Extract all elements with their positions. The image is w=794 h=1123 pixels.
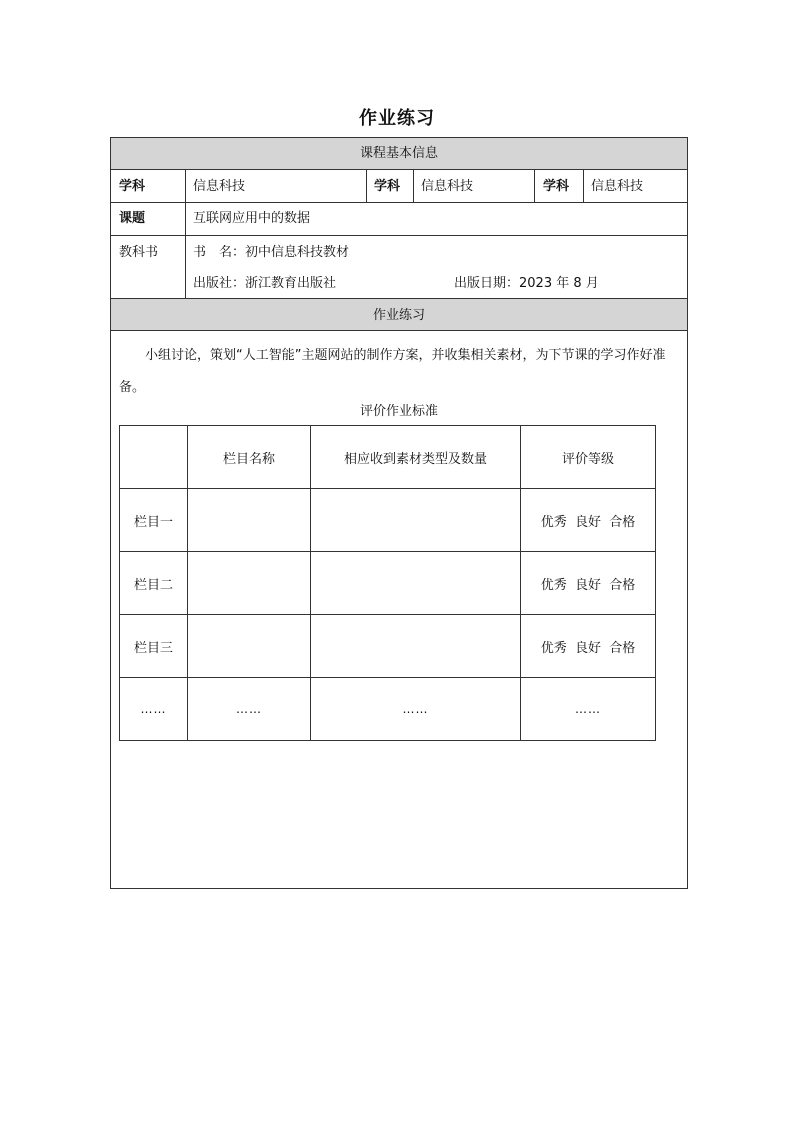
topic-label: 课题 bbox=[119, 211, 146, 226]
publish-date: 出版日期：2023 年 8 月 bbox=[454, 276, 599, 291]
grade-options: 优秀 良好 合格 bbox=[521, 552, 656, 615]
subject-value: 信息科技 bbox=[421, 179, 474, 194]
basic-info-header: 课程基本信息 bbox=[111, 138, 687, 170]
criteria-table bbox=[119, 425, 656, 741]
exercise-text: 小组讨论，策划“人工智能”主题网站的制作方案，并收集相关素材，为下节课的学习作好准备。 bbox=[119, 348, 666, 395]
book-name: 书 名：初中信息科技教材 bbox=[193, 245, 350, 260]
ellipsis-cell: …… bbox=[521, 678, 656, 741]
table-row bbox=[120, 678, 656, 741]
subject-label: 学科 bbox=[543, 179, 570, 194]
row-divider bbox=[111, 235, 687, 236]
table-cell bbox=[188, 489, 311, 552]
header-cell bbox=[120, 426, 188, 489]
column-divider bbox=[534, 170, 535, 202]
exercise-header: 作业练习 bbox=[111, 298, 687, 331]
column-divider bbox=[583, 170, 584, 202]
table-row bbox=[120, 489, 656, 552]
column-divider bbox=[366, 170, 367, 202]
column-divider bbox=[413, 170, 414, 202]
subject-value: 信息科技 bbox=[193, 179, 246, 194]
ellipsis-cell: …… bbox=[188, 678, 311, 741]
table-cell bbox=[188, 552, 311, 615]
header-cell: 栏目名称 bbox=[188, 426, 311, 489]
row-label: 栏目二 bbox=[120, 552, 188, 615]
subject-value: 信息科技 bbox=[591, 179, 644, 194]
table-cell bbox=[311, 615, 521, 678]
header-cell: 评价等级 bbox=[521, 426, 656, 489]
grade-options: 优秀 良好 合格 bbox=[521, 615, 656, 678]
row-divider bbox=[111, 202, 687, 203]
ellipsis-cell: …… bbox=[311, 678, 521, 741]
info-form bbox=[110, 137, 688, 889]
header-cell: 相应收到素材类型及数量 bbox=[311, 426, 521, 489]
grade-options: 优秀 良好 合格 bbox=[521, 489, 656, 552]
column-divider bbox=[185, 170, 186, 298]
table-header-row bbox=[120, 426, 656, 489]
textbook-label: 教科书 bbox=[119, 245, 159, 260]
row-label: 栏目三 bbox=[120, 615, 188, 678]
criteria-title: 评价作业标准 bbox=[359, 404, 438, 419]
row-label: 栏目一 bbox=[120, 489, 188, 552]
table-cell bbox=[311, 489, 521, 552]
table-row bbox=[120, 615, 656, 678]
ellipsis-cell: …… bbox=[120, 678, 188, 741]
page-title: 作业练习 bbox=[359, 108, 435, 129]
table-row bbox=[120, 552, 656, 615]
table-cell bbox=[311, 552, 521, 615]
subject-label: 学科 bbox=[374, 179, 401, 194]
topic-value: 互联网应用中的数据 bbox=[193, 211, 311, 226]
table-cell bbox=[188, 615, 311, 678]
publisher: 出版社：浙江教育出版社 bbox=[193, 276, 337, 291]
subject-label: 学科 bbox=[119, 179, 146, 194]
